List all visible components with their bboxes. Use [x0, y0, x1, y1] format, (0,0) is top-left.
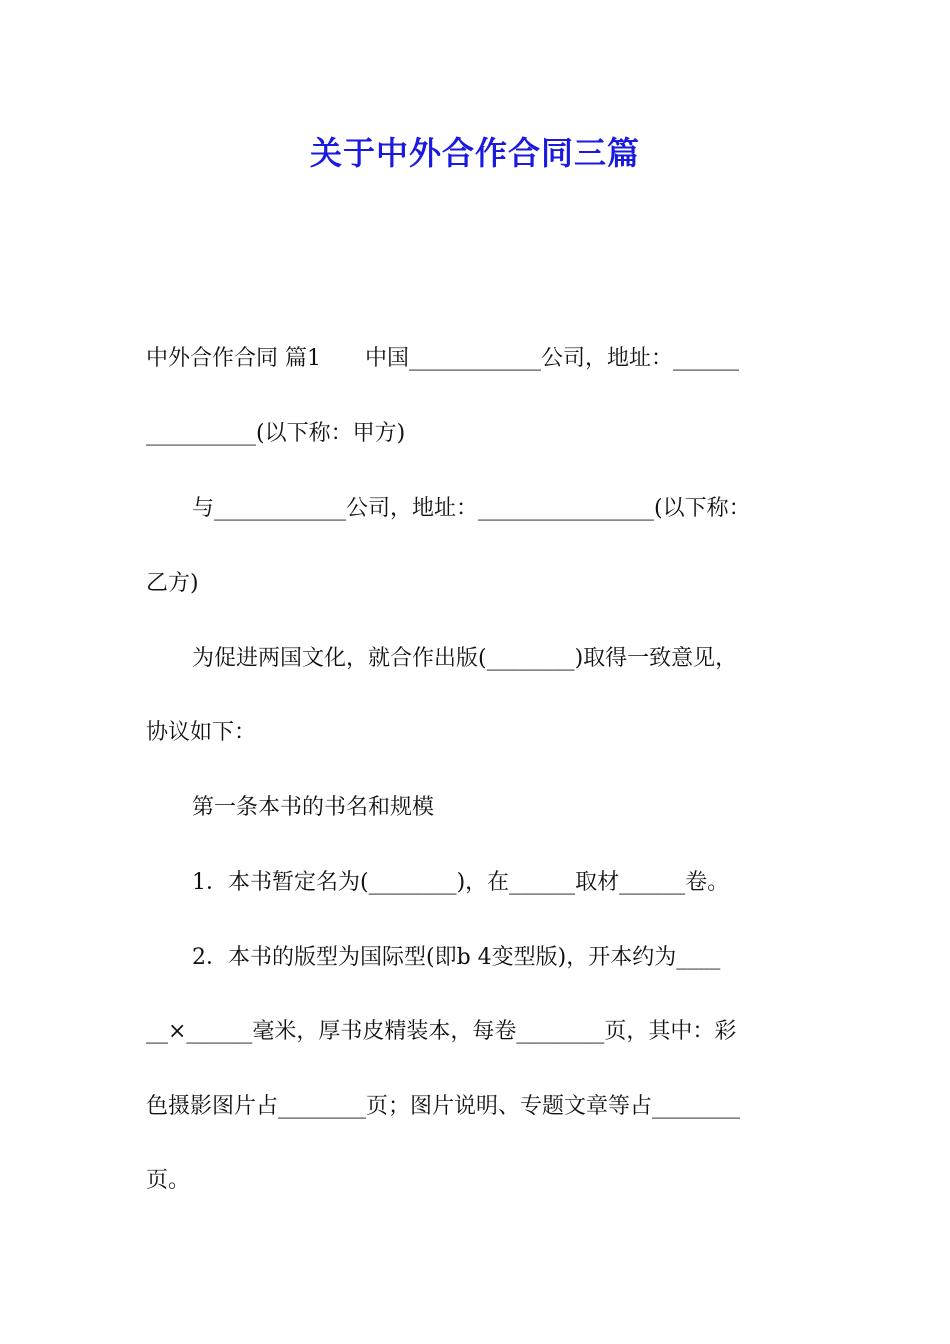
paragraph-line-8: 1．本书暂定名为(________)，在______取材______卷。 [192, 870, 730, 895]
paragraph-line-11: 色摄影图片占________页；图片说明、专题文章等占________ [146, 1094, 741, 1119]
paragraph-line-10: __×______毫米，厚书皮精装本，每卷________页，其中：彩 [146, 1019, 737, 1044]
paragraph-line-12: 页。 [146, 1168, 191, 1193]
paragraph-line-4: 乙方) [146, 571, 199, 596]
document-title: 关于中外合作合同三篇 [309, 134, 640, 172]
paragraph-line-9: 2．本书的版型为国际型(即b 4变型版)，开本约为____ [192, 945, 721, 970]
paragraph-line-3: 与____________公司，地址：________________(以下称： [192, 496, 751, 521]
paragraph-line-5: 为促进两国文化，就合作出版(________)取得一致意见， [192, 646, 738, 671]
paragraph-line-6: 协议如下： [146, 720, 257, 745]
paragraph-line-2: __________(以下称：甲方) [146, 421, 406, 446]
section-heading-article-1: 第一条本书的书名和规模 [192, 795, 435, 820]
paragraph-line-1: 中外合作合同 篇1 中国____________公司，地址：______ [146, 346, 739, 371]
